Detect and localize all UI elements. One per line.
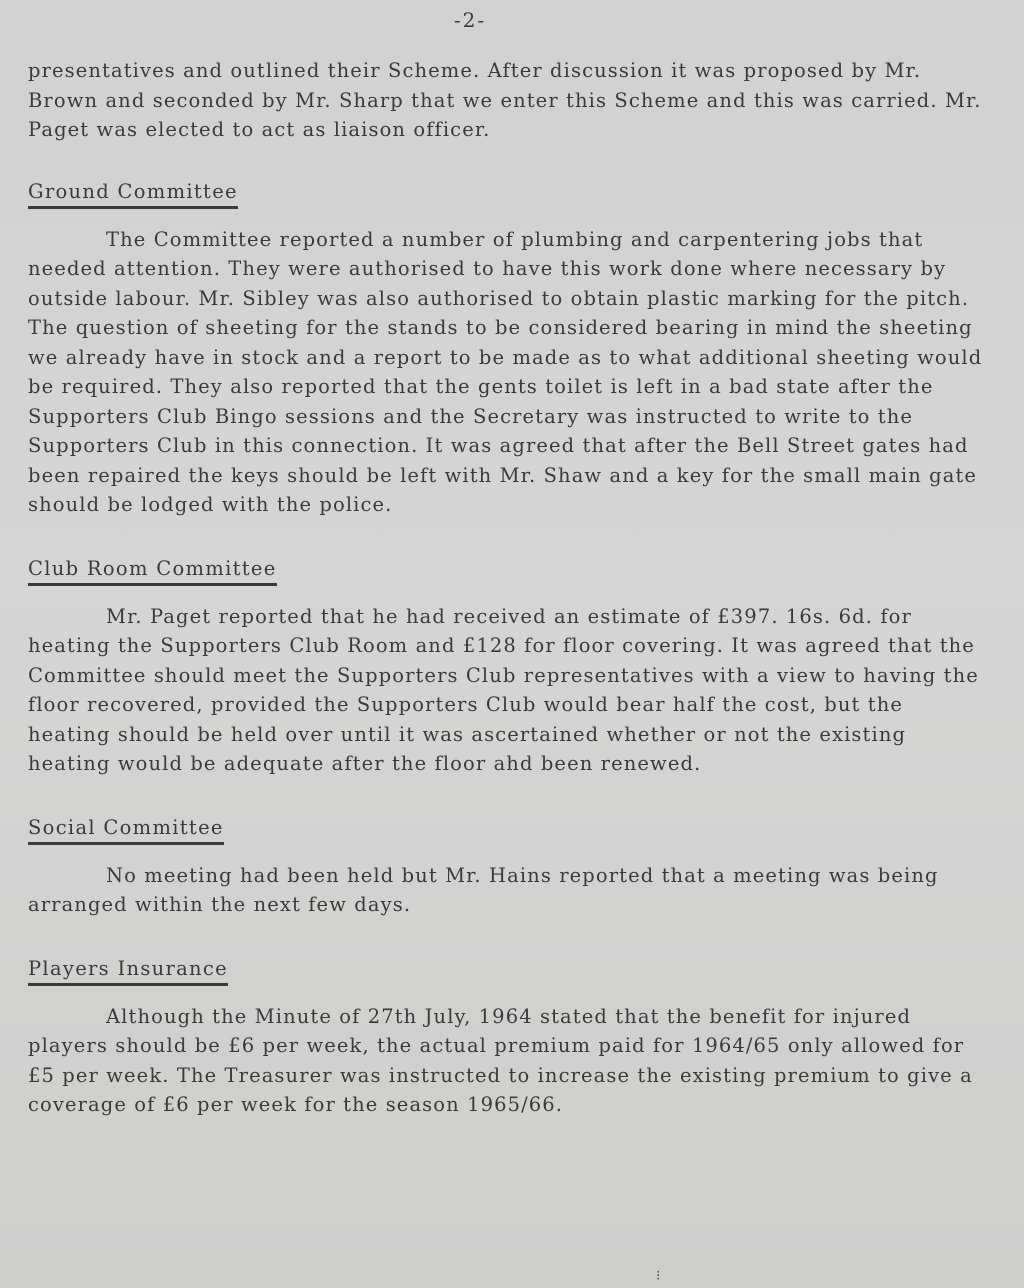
section-club-room-committee	[28, 554, 988, 779]
section-heading: Ground Committee	[28, 179, 238, 209]
section-paragraph: Mr. Paget reported that he had received an estimate of £397. 16s. 6d. for heating the Supporters Club Room and £128 for floor covering. It was agreed that the Committee should meet the Supporters Club representatives with a view to having the floor recovered, provided the Supporters Club would bear half the cost, but the heating should be held over until it was ascertained whether or not the existing heating would be adequate after the floor ahd been renewed.	[28, 604, 979, 775]
intro-paragraph: presentatives and outlined their Scheme. After discussion it was proposed by Mr. Brown and seconded by Mr. Sharp that we enter this Scheme and this was carried. Mr. Paget was elected to act as liaison officer.	[28, 59, 982, 141]
section-ground-committee	[28, 177, 988, 520]
section-paragraph: The Committee reported a number of plumbing and carpentering jobs that needed attention. They were authorised to have this work done where necessary by outside labour. Mr. Sibley was also authorised to obtain plastic marking for the pitch. The question of sheeting for the stands to be considered bearing in mind the sheeting we already have in stock and a report to be made as to what additional sheeting would be required. They also reported that the gents toilet is left in a bad state after the Supporters Club Bingo sessions and the Secretary was instructed to write to the Supporters Club in this connection. It was agreed that after the Bell Street gates had been repaired the keys should be left with Mr. Shaw and a key for the small main gate should be lodged with the police.	[28, 227, 983, 516]
section-heading: Social Committee	[28, 815, 224, 845]
section-paragraph: Although the Minute of 27th July, 1964 stated that the benefit for injured players should be £6 per week, the actual premium paid for 1964/65 only allowed for £5 per week. The Treasurer was instructed to increase the existing premium to give a coverage of £6 per week for the season 1965/66.	[28, 1004, 973, 1116]
minutes-body	[28, 56, 988, 1120]
section-heading: Players Insurance	[28, 956, 228, 986]
section-heading: Club Room Committee	[28, 556, 277, 586]
section-players-insurance	[28, 954, 988, 1120]
footer-mark: ⁝	[656, 1268, 661, 1284]
section-social-committee	[28, 813, 988, 920]
section-paragraph: No meeting had been held but Mr. Hains reported that a meeting was being arranged within the next few days.	[28, 863, 939, 916]
page-number: -2-	[453, 8, 487, 32]
